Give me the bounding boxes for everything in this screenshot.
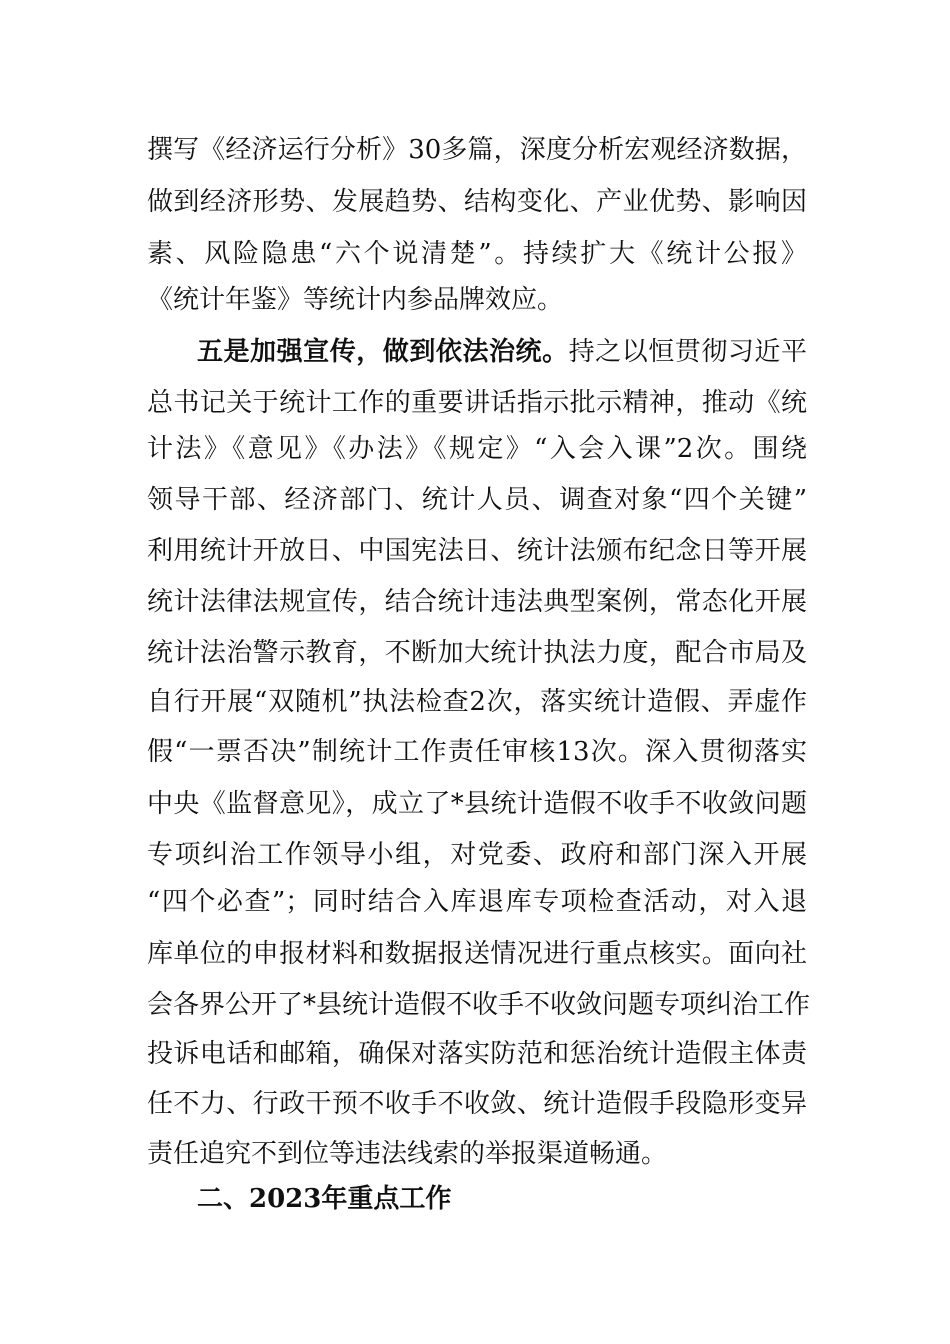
paragraph-2-line-5: 利用统计开放日、中国宪法日、统计法颁布纪念日等开展 bbox=[147, 536, 807, 566]
paragraph-2-line-17: 责任追究不到位等违法线索的举报渠道畅通。 bbox=[147, 1139, 668, 1169]
paragraph-2-line-6: 统计法律法规宣传，结合统计违法典型案例，常态化开展 bbox=[147, 587, 807, 617]
paragraph-2-line-9: 假“一票否决”制统计工作责任审核13次。深入贯彻落实 bbox=[147, 737, 807, 767]
paragraph-2-line-3: 计法》《意见》《办法》《规定》“入会入课”2次。围绕 bbox=[147, 434, 807, 464]
paragraph-1-line-3: 素、风险隐患“六个说清楚”。持续扩大《统计公报》 bbox=[147, 239, 807, 269]
paragraph-1-line-2: 做到经济形势、发展趋势、结构变化、产业优势、影响因 bbox=[147, 187, 807, 217]
paragraph-2-line-2: 总书记关于统计工作的重要讲话指示批示精神，推动《统 bbox=[147, 388, 807, 418]
paragraph-1-line-4: 《统计年鉴》等统计内参品牌效应。 bbox=[147, 285, 564, 315]
paragraph-2-line-8: 自行开展“双随机”执法检查2次，落实统计造假、弄虚作 bbox=[147, 687, 807, 717]
paragraph-2-line-4: 领导干部、经济部门、统计人员、调查对象“四个关键” bbox=[147, 485, 807, 515]
paragraph-2-lead-bold: 五是加强宣传，做到依法治统。 bbox=[197, 337, 569, 367]
paragraph-2-line-11: 专项纠治工作领导小组，对党委、政府和部门深入开展 bbox=[147, 840, 807, 870]
paragraph-2-line-10: 中央《监督意见》，成立了*县统计造假不收手不收敛问题 bbox=[147, 789, 807, 819]
paragraph-2-line-7: 统计法治警示教育，不断加大统计执法力度，配合市局及 bbox=[147, 638, 807, 668]
paragraph-2-line-15: 投诉电话和邮箱，确保对落实防范和惩治统计造假主体责 bbox=[147, 1039, 807, 1069]
paragraph-2-line-12: “四个必查”；同时结合入库退库专项检查活动，对入退 bbox=[147, 887, 807, 917]
paragraph-2-line-14: 会各界公开了*县统计造假不收手不收敛问题专项纠治工作 bbox=[147, 990, 811, 1020]
paragraph-2-line-16: 任不力、行政干预不收手不收敛、统计造假手段隐形变异 bbox=[147, 1089, 807, 1119]
paragraph-2-line-13: 库单位的申报材料和数据报送情况进行重点核实。面向社 bbox=[147, 939, 807, 969]
paragraph-2-lead-rest: 持之以恒贯彻习近平 bbox=[568, 337, 807, 367]
section-heading: 二、2023年重点工作 bbox=[197, 1184, 452, 1214]
paragraph-1-line-1: 撰写《经济运行分析》30多篇，深度分析宏观经济数据， bbox=[147, 135, 807, 165]
paragraph-2-line-1 bbox=[197, 335, 807, 369]
